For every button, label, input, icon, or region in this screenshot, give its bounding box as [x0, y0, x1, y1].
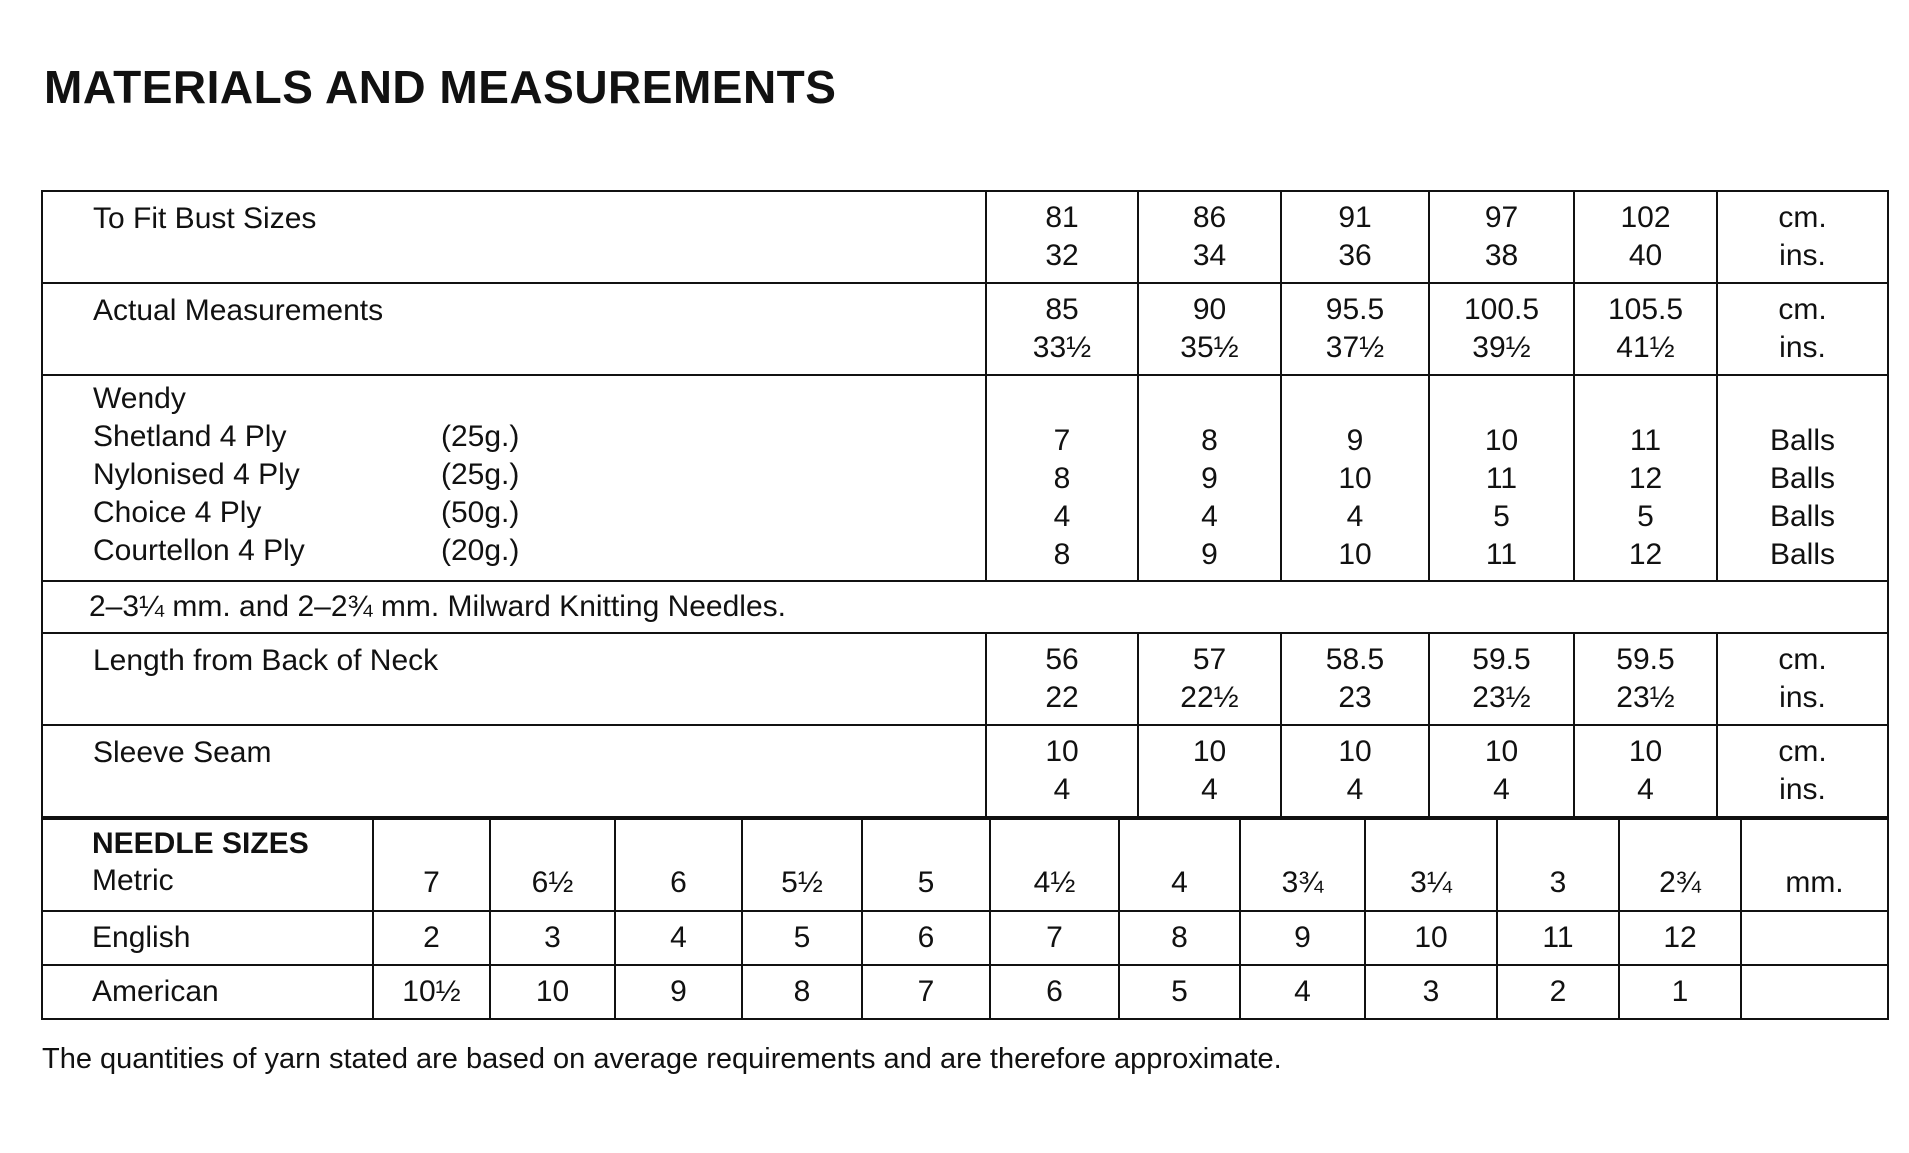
american-cell: 3 [1365, 965, 1497, 1019]
sleeve-seam-label: Sleeve Seam [42, 725, 986, 817]
yarn-item: Courtellon 4 Ply (20g.) [93, 534, 520, 567]
length-row [42, 633, 1888, 725]
metric-label-cell [42, 819, 373, 911]
sleeve-seam-cell: 10 4 [1138, 725, 1281, 817]
american-cell: 1 [1619, 965, 1741, 1019]
english-cell: 12 [1619, 911, 1741, 965]
american-cell: 6 [990, 965, 1119, 1019]
metric-cell: 5 [862, 819, 990, 911]
bust-size-cell: 102 40 [1574, 191, 1717, 283]
actual-measurement-cell: 100.5 39½ [1429, 283, 1574, 375]
english-cell: 5 [742, 911, 862, 965]
knitting-needles-row [42, 581, 1888, 633]
metric-cell: 3¼ [1365, 819, 1497, 911]
bust-size-cell: 81 32 [986, 191, 1138, 283]
american-cell: 4 [1240, 965, 1365, 1019]
bust-size-cell: 91 36 [1281, 191, 1429, 283]
english-cell: 10 [1365, 911, 1497, 965]
yarn-item: Nylonised 4 Ply (25g.) [93, 458, 520, 491]
unit-cell: cm. ins. [1717, 283, 1888, 375]
metric-cell: 6 [615, 819, 742, 911]
knitting-needles-note: 2–3¼ mm. and 2–2¾ mm. Milward Knitting Needles. [42, 581, 1888, 633]
metric-unit-cell: mm. [1741, 819, 1888, 911]
metric-cell: 2¾ [1619, 819, 1741, 911]
american-cell: 5 [1119, 965, 1240, 1019]
metric-cell: 6½ [490, 819, 615, 911]
measurements-table [41, 190, 1889, 818]
english-cell: 3 [490, 911, 615, 965]
yarn-brand: Wendy [93, 382, 186, 415]
sleeve-seam-cell: 10 4 [1429, 725, 1574, 817]
american-label: American [42, 965, 373, 1019]
actual-measurements-label: Actual Measurements [42, 283, 986, 375]
metric-row [42, 819, 1888, 911]
metric-cell: 5½ [742, 819, 862, 911]
english-cell: 9 [1240, 911, 1365, 965]
yarn-quantity-cell: 7 8 4 8 [986, 375, 1138, 581]
bust-size-row [42, 191, 1888, 283]
yarn-footnote: The quantities of yarn stated are based on average requirements and are therefore approximate. [42, 1043, 1282, 1075]
yarn-row [42, 375, 1888, 581]
metric-cell: 4 [1119, 819, 1240, 911]
unit-cell: cm. ins. [1717, 633, 1888, 725]
length-cell: 59.5 23½ [1574, 633, 1717, 725]
english-cell: 7 [990, 911, 1119, 965]
unit-cell: cm. ins. [1717, 725, 1888, 817]
american-cell: 10 [490, 965, 615, 1019]
metric-label: Metric [92, 864, 174, 897]
yarn-quantity-cell: 10 11 5 11 [1429, 375, 1574, 581]
american-cell: 2 [1497, 965, 1619, 1019]
sleeve-seam-cell: 10 4 [1281, 725, 1429, 817]
actual-measurement-cell: 90 35½ [1138, 283, 1281, 375]
length-cell: 59.5 23½ [1429, 633, 1574, 725]
page-title: MATERIALS AND MEASUREMENTS [44, 61, 837, 113]
bust-size-cell: 97 38 [1429, 191, 1574, 283]
english-cell: 2 [373, 911, 490, 965]
length-cell: 58.5 23 [1281, 633, 1429, 725]
length-cell: 56 22 [986, 633, 1138, 725]
needle-sizes-table [41, 818, 1889, 1020]
metric-cell: 3 [1497, 819, 1619, 911]
length-cell: 57 22½ [1138, 633, 1281, 725]
english-cell: 8 [1119, 911, 1240, 965]
bust-size-label: To Fit Bust Sizes [42, 191, 986, 283]
metric-cell: 4½ [990, 819, 1119, 911]
american-cell: 8 [742, 965, 862, 1019]
actual-measurement-cell: 85 33½ [986, 283, 1138, 375]
american-row [42, 965, 1888, 1019]
english-cell: 4 [615, 911, 742, 965]
american-cell: 10½ [373, 965, 490, 1019]
english-unit-cell [1741, 911, 1888, 965]
american-cell: 7 [862, 965, 990, 1019]
metric-cell: 7 [373, 819, 490, 911]
bust-size-cell: 86 34 [1138, 191, 1281, 283]
unit-cell: cm. ins. [1717, 191, 1888, 283]
sleeve-seam-cell: 10 4 [1574, 725, 1717, 817]
actual-measurement-cell: 105.5 41½ [1574, 283, 1717, 375]
yarn-quantity-cell: 8 9 4 9 [1138, 375, 1281, 581]
needle-sizes-heading: NEEDLE SIZES [92, 827, 309, 860]
english-cell: 6 [862, 911, 990, 965]
english-label: English [42, 911, 373, 965]
yarn-item: Shetland 4 Ply (25g.) [93, 420, 520, 453]
actual-measurements-row [42, 283, 1888, 375]
american-cell: 9 [615, 965, 742, 1019]
english-cell: 11 [1497, 911, 1619, 965]
metric-cell: 3¾ [1240, 819, 1365, 911]
length-label: Length from Back of Neck [42, 633, 986, 725]
sleeve-seam-row [42, 725, 1888, 817]
sleeve-seam-cell: 10 4 [986, 725, 1138, 817]
american-unit-cell [1741, 965, 1888, 1019]
yarn-label [42, 375, 986, 581]
actual-measurement-cell: 95.5 37½ [1281, 283, 1429, 375]
english-row [42, 911, 1888, 965]
unit-cell: Balls Balls Balls Balls [1717, 375, 1888, 581]
yarn-quantity-cell: 9 10 4 10 [1281, 375, 1429, 581]
yarn-quantity-cell: 11 12 5 12 [1574, 375, 1717, 581]
yarn-item: Choice 4 Ply (50g.) [93, 496, 520, 529]
